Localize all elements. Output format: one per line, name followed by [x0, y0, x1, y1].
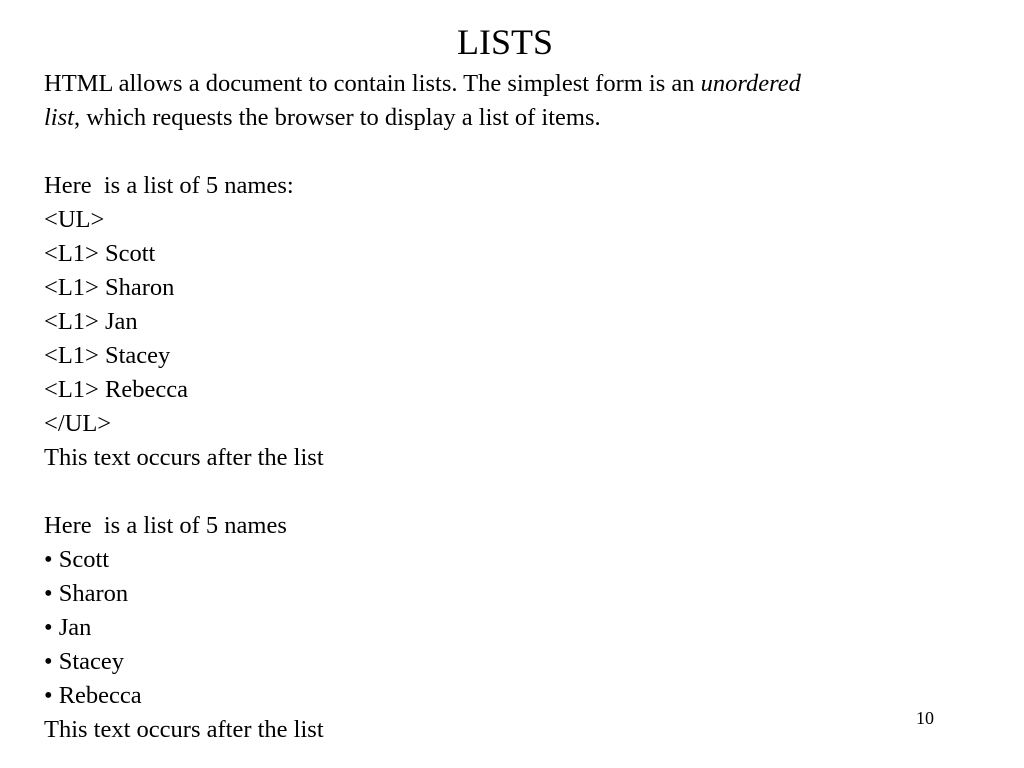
- code-line: <L1> Sharon: [44, 274, 175, 301]
- intro-line-2: [44, 101, 944, 135]
- code-line: <L1> Stacey: [44, 342, 171, 369]
- rendered-after-text: This text occurs after the list: [44, 716, 324, 743]
- code-after-text: This text occurs after the list: [44, 444, 324, 471]
- code-line: <L1> Scott: [44, 240, 156, 267]
- list-item: • Sharon: [44, 580, 129, 607]
- intro-italic-list: list: [44, 104, 74, 131]
- list-item: • Stacey: [44, 648, 125, 675]
- code-line: <L1> Rebecca: [44, 376, 188, 403]
- intro-text-2: , which requests the browser to display a list of items.: [73, 104, 601, 131]
- code-line: <L1> Jan: [44, 308, 138, 335]
- slide-body: [44, 67, 944, 747]
- page-number: 10: [916, 708, 934, 728]
- intro-italic-unordered: unordered: [700, 70, 801, 97]
- list-item: • Rebecca: [44, 682, 142, 709]
- intro-line-1: [44, 67, 944, 101]
- code-line: <UL>: [44, 206, 105, 233]
- code-line: </UL>: [44, 410, 112, 437]
- slide-title: LISTS: [456, 22, 553, 62]
- list-item: • Jan: [44, 614, 92, 641]
- list-item: • Scott: [44, 546, 110, 573]
- spacer: [44, 135, 944, 169]
- spacer: [44, 475, 944, 509]
- intro-text-1: HTML allows a document to contain lists. The simplest form is an: [44, 70, 701, 97]
- rendered-example-heading: Here is a list of 5 names: [44, 512, 287, 539]
- code-example-heading: Here is a list of 5 names:: [44, 172, 294, 199]
